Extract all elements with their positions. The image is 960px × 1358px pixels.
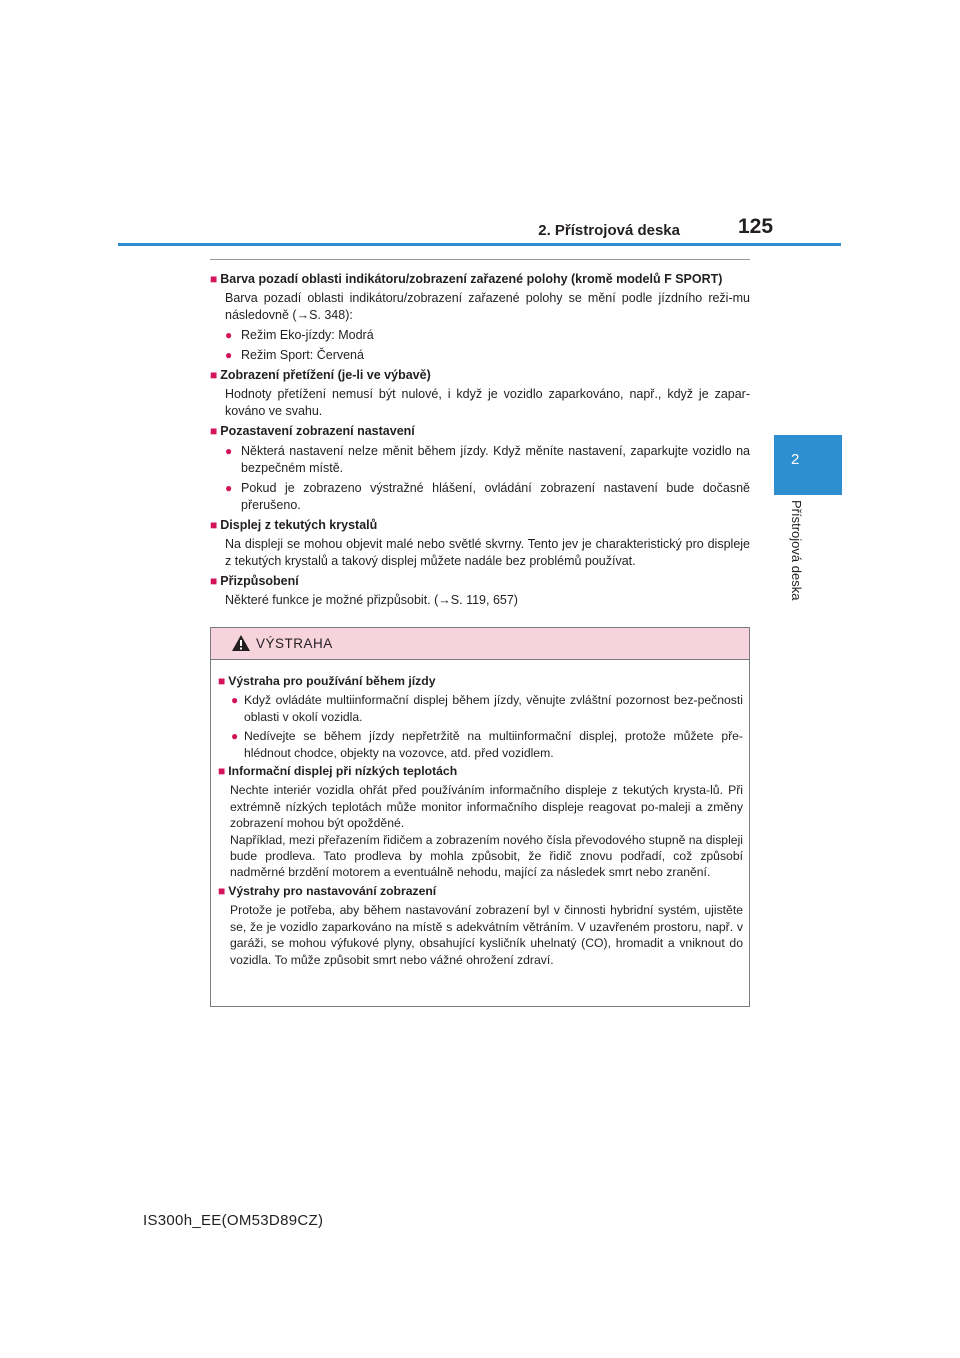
paragraph: Barva pozadí oblasti indikátoru/zobrazení zařazené polohy se mění podle jízdního reži-mu následovně (→S. 348): (225, 291, 750, 322)
list-item: ● Režim Eko-jízdy: Modrá (225, 328, 374, 342)
round-bullet-icon: ● (225, 348, 233, 362)
warning-triangle-icon (231, 634, 251, 652)
paragraph: Protože je potřeba, aby během nastavování zobrazení byl v činnosti hybridní systém, ujistěte se, že je vozidlo zaparkováno na místě s adekvátním větráním. V uzavřeném prostoru, např. v garáži, se mohou výfukové plyny, obsahující kysličník uhelnatý (CO), hromadit a vniknout do vozidla. To může způsobit smrt nebo vážné ohrožení zdraví. (230, 903, 743, 967)
round-bullet-icon: ● (225, 444, 233, 458)
round-bullet-icon: ● (231, 729, 239, 744)
warning-title: VÝSTRAHA (256, 636, 333, 651)
list-item: ● Režim Sport: Červená (225, 348, 364, 362)
paragraph: Hodnoty přetížení nemusí být nulové, i když je vozidlo zaparkováno, např., když je zapar-kováno ve svahu. (225, 387, 750, 418)
round-bullet-icon: ● (225, 328, 233, 342)
square-bullet-icon: ■ (210, 518, 218, 532)
square-bullet-icon: ■ (218, 883, 226, 898)
section-heading: ■ Zobrazení přetížení (je-li ve výbavě) (210, 368, 431, 382)
square-bullet-icon: ■ (218, 674, 226, 688)
warning-box (210, 627, 750, 1007)
square-bullet-icon: ■ (210, 272, 218, 286)
paragraph: Například, mezi přeřazením řidičem a zobrazením nového čísla převodového stupně na displeji bude prodleva. Tato prodleva by mohla způsobit, že řidič znovu podřadí, což způsobí nadměrné brzdění motorem a eventuálně nehodu, mající za následek smrt nebo zranění. (230, 832, 743, 880)
section-heading: ■ Barva pozadí oblasti indikátoru/zobrazení zařazené polohy (kromě modelů F SPORT) (210, 272, 723, 286)
chapter-number: 2 (791, 451, 800, 468)
header-rule (118, 243, 841, 246)
round-bullet-icon: ● (231, 693, 239, 708)
section-heading: ■ Pozastavení zobrazení nastavení (210, 424, 415, 438)
section-heading: ■ Přizpůsobení (210, 574, 299, 588)
section-rule (210, 259, 750, 260)
section-title: 2. Přístrojová deska (538, 222, 680, 239)
paragraph: Na displeji se mohou objevit malé nebo světlé skvrny. Tento jev je charakteristický pro displeje z tekutých krystalů a takový displej můžete nadále bez problémů používat. (225, 537, 750, 568)
warning-heading: ■ Výstraha pro používání během jízdy (218, 674, 436, 688)
page-number: 125 (738, 215, 774, 238)
chapter-tab (774, 435, 842, 495)
square-bullet-icon: ■ (210, 368, 218, 382)
document-code: IS300h_EE(OM53D89CZ) (143, 1212, 324, 1229)
warning-heading: ■ Výstrahy pro nastavování zobrazení (218, 883, 437, 898)
main-content (210, 268, 750, 609)
list-item: ● Některá nastavení nelze měnit během jízdy. Když měníte nastavení, zaparkujte vozidlo na bezpečném místě. (225, 444, 750, 475)
list-item: ● Pokud je zobrazeno výstražné hlášení, ovládání zobrazení nastavení bude dočasně přerušeno. (225, 481, 750, 512)
round-bullet-icon: ● (225, 481, 233, 495)
paragraph: Některé funkce je možné přizpůsobit. (→S. 119, 657) (225, 593, 518, 607)
paragraph: Nechte interiér vozidla ohřát před používáním informačního displeje z tekutých krysta-lů. Při extrémně nízkých teplotách může monitor informačního displeje reagovat po-maleji a změny zobrazení mohou být opožděné. (230, 783, 743, 831)
section-heading: ■ Displej z tekutých krystalů (210, 518, 378, 532)
warning-heading: ■ Informační displej při nízkých teplotách (218, 764, 458, 779)
warning-header (211, 628, 749, 660)
chapter-label: Přístrojová deska (789, 500, 804, 601)
square-bullet-icon: ■ (218, 764, 226, 779)
list-item: ● Nedívejte se během jízdy nepřetržitě na multiinformační displej, protože můžete pře-hlédnout chodce, objekty na vozovce, atd. před vozidlem. (231, 729, 743, 760)
list-item: ● Když ovládáte multiinformační displej během jízdy, věnujte zvláštní pozornost bez-pečnosti oblasti v okolí vozidla. (231, 693, 743, 724)
warning-body (211, 660, 749, 968)
square-bullet-icon: ■ (210, 424, 218, 438)
square-bullet-icon: ■ (210, 574, 218, 588)
